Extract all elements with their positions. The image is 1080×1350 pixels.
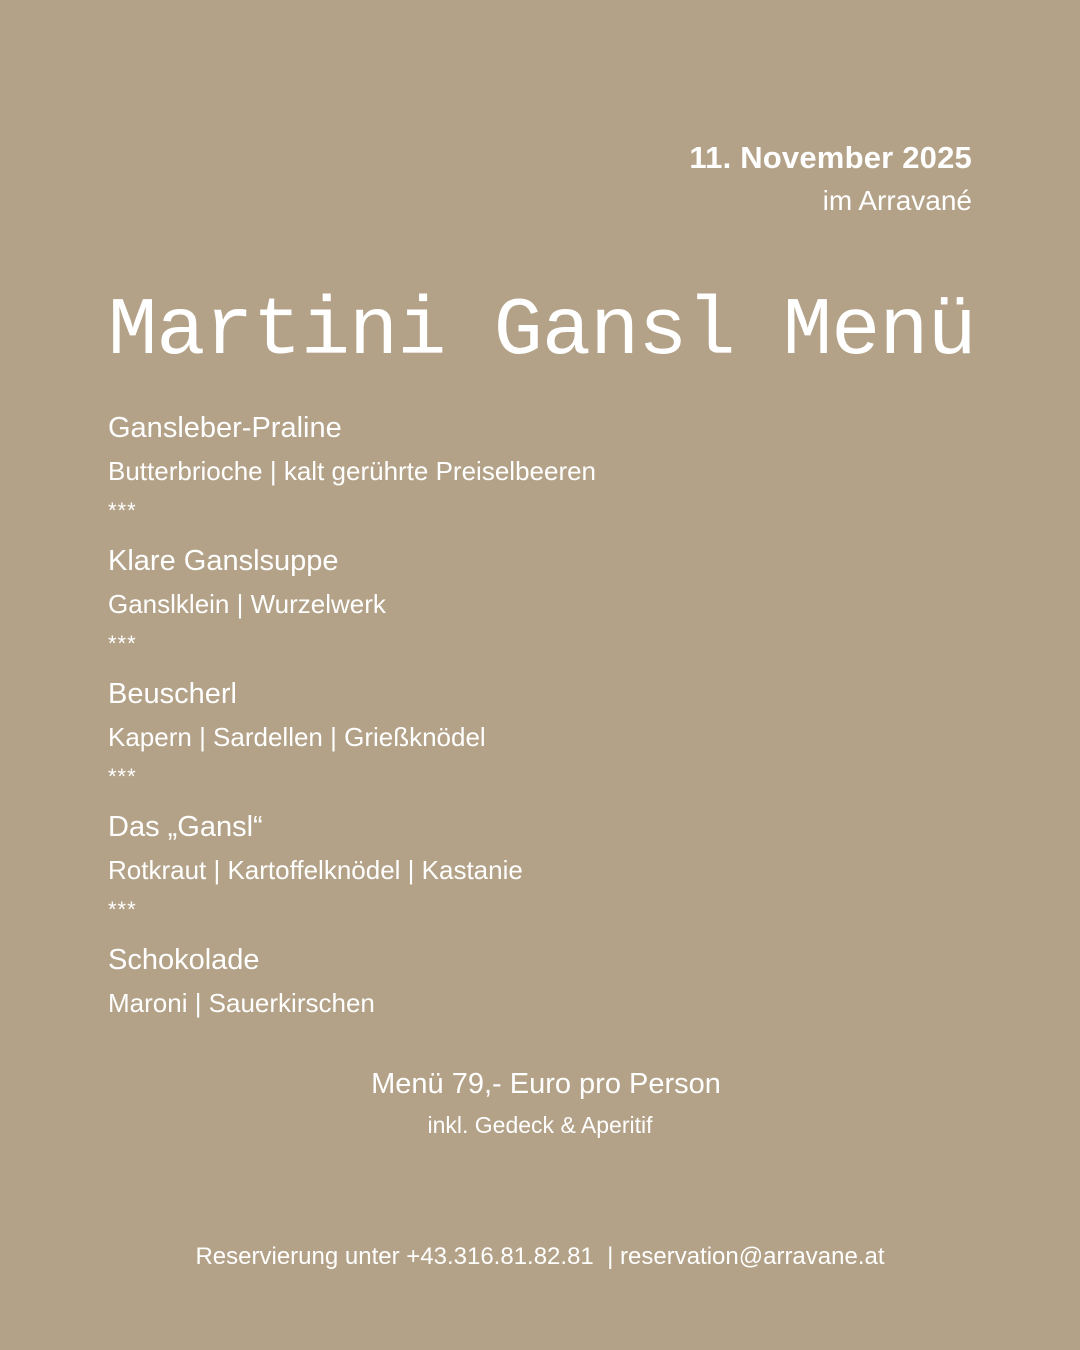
reservation-footer: [0, 1240, 1080, 1274]
course-item: [108, 940, 978, 1073]
course-item: [108, 674, 978, 807]
course-name: Das „Gansl“: [108, 811, 263, 843]
course-name: Gansleber-Praline: [108, 412, 342, 444]
price-note: inkl. Gedeck & Aperitif: [427, 1112, 653, 1138]
menu-price: Menü 79,- Euro pro Person: [371, 1068, 721, 1100]
course-name: Beuscherl: [108, 678, 237, 710]
reservation-email-link[interactable]: reservation@arravane.at: [620, 1243, 885, 1270]
course-item: [108, 807, 978, 940]
reservation-divider: |: [607, 1243, 614, 1270]
course-separator: ***: [108, 631, 137, 656]
course-name: Klare Ganslsuppe: [108, 545, 339, 577]
course-description: Kapern | Sardellen | Grießknödel: [108, 722, 486, 752]
course-description: Butterbrioche | kalt gerührte Preiselbeeren: [108, 456, 597, 486]
course-separator: ***: [108, 498, 137, 523]
event-venue: im Arravané: [822, 185, 972, 216]
reservation-phone-link[interactable]: +43.316.81.82.81: [406, 1243, 594, 1270]
course-item: [108, 408, 978, 541]
reservation-label: Reservierung unter: [195, 1243, 400, 1270]
course-description: Rotkraut | Kartoffelknödel | Kastanie: [108, 855, 523, 885]
course-item: [108, 541, 978, 674]
menu-title: Martini Gansl Menü: [108, 285, 976, 378]
event-date: 11. November 2025: [689, 140, 972, 175]
course-description: Maroni | Sauerkirschen: [108, 988, 375, 1018]
course-name: Schokolade: [108, 944, 260, 976]
course-separator: ***: [108, 897, 137, 922]
course-description: Ganslklein | Wurzelwerk: [108, 589, 386, 619]
course-list: [108, 408, 978, 1073]
price-block: [0, 1064, 1080, 1142]
event-header: [689, 138, 972, 221]
course-separator: ***: [108, 764, 137, 789]
